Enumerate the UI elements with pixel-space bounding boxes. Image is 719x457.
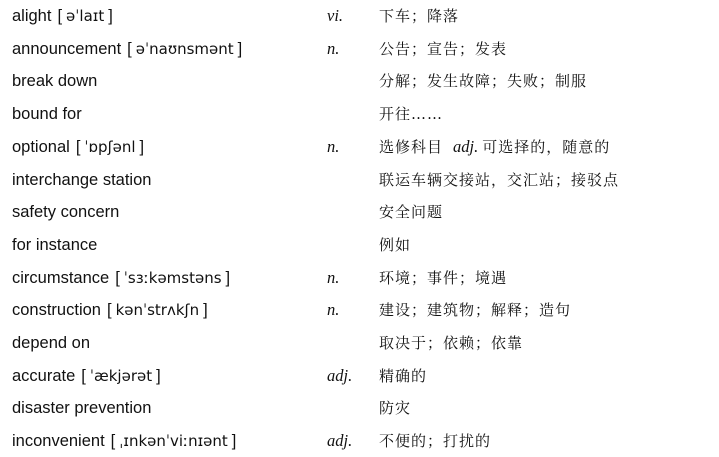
entry-word: break down <box>12 72 98 91</box>
entry-meaning <box>379 229 411 261</box>
entry-term <box>12 65 103 97</box>
entry-term <box>12 425 236 457</box>
phonetic-open-bracket: [ <box>106 301 112 320</box>
vocab-entry <box>0 360 719 392</box>
entry-meaning <box>379 33 507 65</box>
entry-word: optional <box>12 137 70 156</box>
entry-phonetic: ˈɒpʃənl <box>84 137 136 156</box>
entry-word: depend on <box>12 334 90 352</box>
vocab-entry <box>0 164 719 196</box>
phonetic-open-bracket: [ <box>115 268 120 287</box>
entry-word: inconvenient <box>12 432 105 451</box>
entry-meaning <box>379 392 411 424</box>
entry-term <box>12 262 230 294</box>
vocab-entry <box>0 327 719 359</box>
entry-word: circumstance <box>12 268 110 287</box>
entry-part-of-speech: adj. <box>327 431 353 451</box>
entry-word: bound for <box>12 105 82 124</box>
entry-word: safety concern <box>12 203 120 222</box>
entry-meaning-text: 公告；宣告；发表 <box>379 39 508 58</box>
entry-part-of-speech: n. <box>327 300 340 320</box>
phonetic-close-bracket: ] <box>108 7 113 25</box>
entry-meaning <box>379 360 427 392</box>
entry-meaning <box>379 262 507 294</box>
entry-meaning <box>379 0 459 32</box>
entry-meaning-text: 不便的；打扰的 <box>379 432 492 451</box>
entry-part-of-speech: n. <box>327 136 340 156</box>
vocab-entry <box>0 229 719 261</box>
phonetic-close-bracket: ] <box>237 39 243 58</box>
entry-part-of-speech: n. <box>327 38 340 58</box>
entry-term <box>12 131 144 163</box>
entry-meaning <box>379 131 610 163</box>
entry-term <box>12 294 208 326</box>
entry-word: announcement <box>12 39 122 58</box>
entry-term <box>12 33 242 65</box>
phonetic-open-bracket: [ <box>57 7 63 25</box>
entry-meaning-extra: 可选择的，随意的 <box>482 137 611 156</box>
entry-meaning-text: 取决于；依赖；依靠 <box>379 334 524 352</box>
entry-meaning-text: 下车；降落 <box>379 7 460 25</box>
vocab-entry <box>0 294 719 326</box>
entry-meaning-text: 安全问题 <box>379 203 444 222</box>
entry-phonetic: ˈsɜːkəmstəns <box>123 268 222 287</box>
entry-meaning-text: 建设；建筑物；解释；造句 <box>379 301 572 320</box>
vocab-entry <box>0 131 719 163</box>
entry-term <box>12 0 113 32</box>
vocab-entry <box>0 98 719 130</box>
vocab-entry <box>0 425 719 457</box>
phonetic-open-bracket: [ <box>75 137 81 156</box>
entry-phonetic: ˈækjərət <box>89 366 153 385</box>
phonetic-open-bracket: [ <box>110 432 116 451</box>
entry-meaning <box>379 327 523 359</box>
entry-word: accurate <box>12 366 76 385</box>
entry-term <box>12 327 96 359</box>
entry-phonetic: əˈnaʊnsmənt <box>135 39 234 58</box>
entry-word: interchange station <box>12 170 152 189</box>
phonetic-close-bracket: ] <box>156 366 161 385</box>
entry-phonetic: kənˈstrʌkʃn <box>115 301 200 320</box>
entry-meaning-text: 开往…… <box>379 105 444 124</box>
phonetic-close-bracket: ] <box>225 268 231 287</box>
entry-term <box>12 229 103 261</box>
entry-meaning-text: 联运车辆交接站，交汇站；接驳点 <box>379 170 620 189</box>
entry-meaning <box>379 294 571 326</box>
entry-word: for instance <box>12 235 98 254</box>
entry-meaning <box>379 425 491 457</box>
entry-meaning <box>379 196 443 228</box>
vocab-entry <box>0 33 719 65</box>
entry-term <box>12 196 125 228</box>
entry-meaning <box>379 164 619 196</box>
entry-term <box>12 164 157 196</box>
entry-meaning-pos: adj. <box>453 136 479 156</box>
phonetic-close-bracket: ] <box>203 301 208 320</box>
entry-word: disaster prevention <box>12 399 152 418</box>
entry-meaning <box>379 65 587 97</box>
entry-term <box>12 98 88 130</box>
entry-phonetic: ˌɪnkənˈviːnɪənt <box>119 432 228 451</box>
entry-meaning-text: 防灾 <box>379 399 412 418</box>
entry-term <box>12 360 161 392</box>
entry-meaning-text: 分解；发生故障；失败；制服 <box>379 72 588 91</box>
phonetic-close-bracket: ] <box>231 432 237 451</box>
entry-part-of-speech: vi. <box>327 6 344 25</box>
entry-part-of-speech: n. <box>327 267 340 287</box>
entry-part-of-speech: adj. <box>327 365 353 385</box>
entry-phonetic: əˈlaɪt <box>66 7 105 25</box>
entry-term <box>12 392 157 424</box>
entry-word: alight <box>12 7 52 25</box>
phonetic-close-bracket: ] <box>139 137 145 156</box>
vocab-entry <box>0 65 719 97</box>
vocab-entry <box>0 392 719 424</box>
entry-meaning-text: 精确的 <box>379 366 428 385</box>
phonetic-open-bracket: [ <box>127 39 132 58</box>
entry-meaning-text: 例如 <box>379 235 412 254</box>
entry-meaning <box>379 98 443 130</box>
vocab-entry <box>0 0 719 32</box>
entry-meaning-text: 环境；事件；境遇 <box>379 268 508 287</box>
vocab-entry <box>0 262 719 294</box>
entry-word: construction <box>12 301 101 320</box>
entry-meaning-text: 选修科目 <box>379 137 444 156</box>
phonetic-open-bracket: [ <box>81 366 86 385</box>
vocab-entry <box>0 196 719 228</box>
